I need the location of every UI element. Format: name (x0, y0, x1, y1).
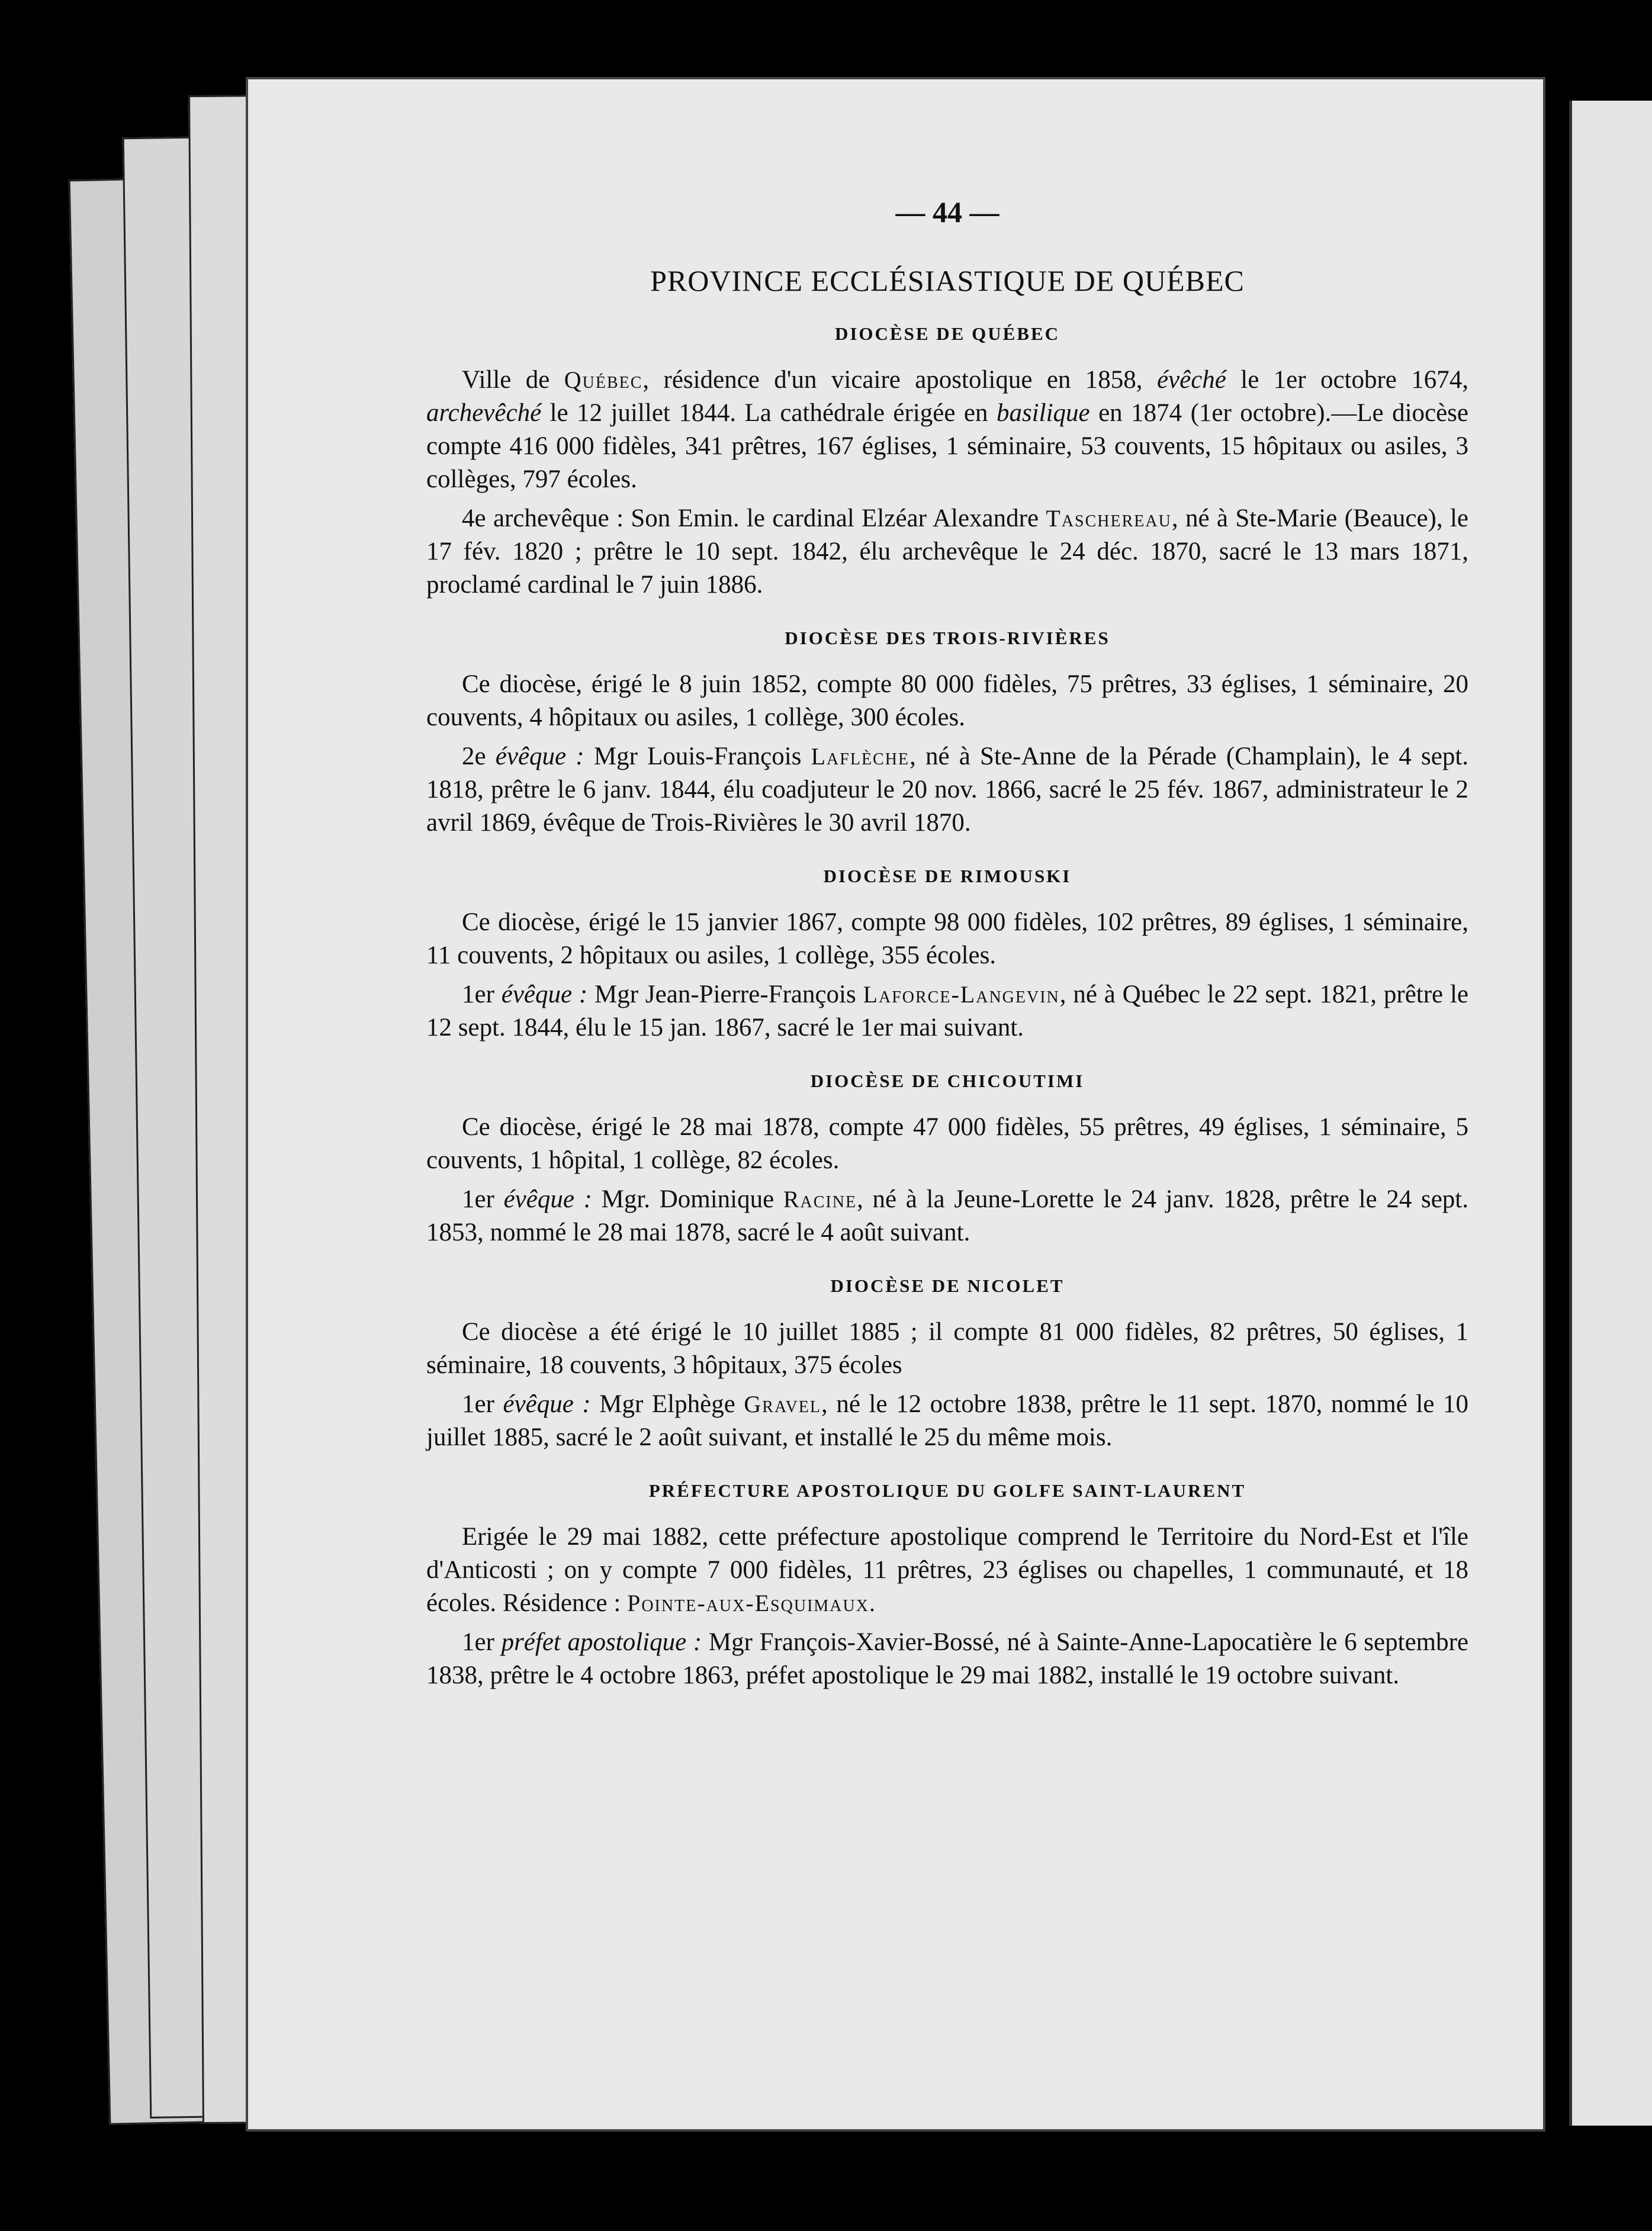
paragraph-trois-rivieres-summary: Ce diocèse, érigé le 8 juin 1852, compte 80 000 fidèles, 75 prêtres, 33 églises, 1 séminaire, 20 couvents, 4 hôpitaux ou asiles, 1 collège, 300 écoles. (426, 670, 1468, 731)
paragraph-chicoutimi-bishop: 1er évêque : Mgr. Dominique Racine, né à la Jeune-Lorette le 24 janv. 1828, prêtre le 24 sept. 1853, nommé le 28 mai 1878, sacré le 4 août suivant. (426, 1185, 1469, 1246)
paragraph-rimouski-summary: Ce diocèse, érigé le 15 janvier 1867, compte 98 000 fidèles, 102 prêtres, 89 églises, 1 séminaire, 11 couvents, 2 hôpitaux ou asiles, 1 collège, 355 écoles. (426, 908, 1468, 969)
section-heading-prefecture: PRÉFECTURE APOSTOLIQUE DU GOLFE SAINT-LAURENT (648, 1480, 1246, 1501)
paragraph-nicolet-bishop: 1er évêque : Mgr Elphège Gravel, né le 12 octobre 1838, prêtre le 11 sept. 1870, nommé le 10 juillet 1885, sacré le 2 août suivant, et installé le 25 du même mois. (426, 1390, 1469, 1451)
section-heading-rimouski: DIOCÈSE DE RIMOUSKI (823, 866, 1072, 886)
paragraph-prefecture-summary: Erigée le 29 mai 1882, cette préfecture apostolique comprend le Territoire du Nord-Est et l'île d'Anticosti ; on y compte 7 000 fidèles, 11 prêtres, 23 églises ou chapelles, 1 communauté, et 18 écoles. Résidence : Pointe-aux-Esquimaux. (426, 1523, 1468, 1617)
section-heading-trois-rivieres: DIOCÈSE DES TROIS-RIVIÈRES (785, 628, 1110, 648)
page-number: — 44 — (895, 195, 999, 229)
section-heading-quebec: DIOCÈSE DE QUÉBEC (834, 323, 1060, 344)
page-title: PROVINCE ECCLÉSIASTIQUE DE QUÉBEC (650, 264, 1245, 297)
paragraph-prefecture-prefect: 1er préfet apostolique : Mgr François-Xavier-Bossé, né à Sainte-Anne-Lapocatière le 6 septembre 1838, prêtre le 4 octobre 1863, préfet apostolique le 29 mai 1882, installé le 19 octobre suivant. (426, 1628, 1469, 1689)
paragraph-quebec-archbishop: 4e archevêque : Son Emin. le cardinal Elzéar Alexandre Taschereau, né à Ste-Marie (Beauce), le 17 fév. 1820 ; prêtre le 10 sept. 1842, élu archevêque le 24 déc. 1870, sacré le 13 mars 1871, proclamé cardinal le 7 juin 1886. (426, 504, 1468, 599)
section-heading-chicoutimi: DIOCÈSE DE CHICOUTIMI (810, 1071, 1085, 1091)
section-heading-nicolet: DIOCÈSE DE NICOLET (830, 1275, 1065, 1296)
adjacent-page-edge (1569, 101, 1652, 2126)
paragraph-nicolet-summary: Ce diocèse a été érigé le 10 juillet 1885 ; il compte 81 000 fidèles, 82 prêtres, 50 églises, 1 séminaire, 18 couvents, 3 hôpitaux, 375 écoles (426, 1318, 1468, 1379)
paragraph-rimouski-bishop: 1er évêque : Mgr Jean-Pierre-François Laforce-Langevin, né à Québec le 22 sept. 1821, prêtre le 12 sept. 1844, élu le 15 jan. 1867, sacré le 1er mai suivant. (426, 981, 1468, 1041)
paragraph-chicoutimi-summary: Ce diocèse, érigé le 28 mai 1878, compte 47 000 fidèles, 55 prêtres, 49 églises, 1 séminaire, 5 couvents, 1 hôpital, 1 collège, 82 écoles. (426, 1113, 1468, 1174)
page-content (426, 195, 1468, 1698)
paragraph-trois-rivieres-bishop: 2e évêque : Mgr Louis-François Laflèche, né à Ste-Anne de la Pérade (Champlain), le 4 sept. 1818, prêtre le 6 janv. 1844, élu coadjuteur le 20 nov. 1866, sacré le 25 fév. 1867, administrateur le 2 avril 1869, évêque de Trois-Rivières le 30 avril 1870. (426, 742, 1469, 837)
paragraph-quebec-summary: Ville de Québec, résidence d'un vicaire apostolique en 1858, évêché le 1er octobre 1674, archevêché le 12 juillet 1844. La cathédrale érigée en basilique en 1874 (1er octobre).—Le diocèse compte 416 000 fidèles, 341 prêtres, 167 églises, 1 séminaire, 53 couvents, 15 hôpitaux ou asiles, 3 collèges, 797 écoles. (426, 366, 1469, 493)
